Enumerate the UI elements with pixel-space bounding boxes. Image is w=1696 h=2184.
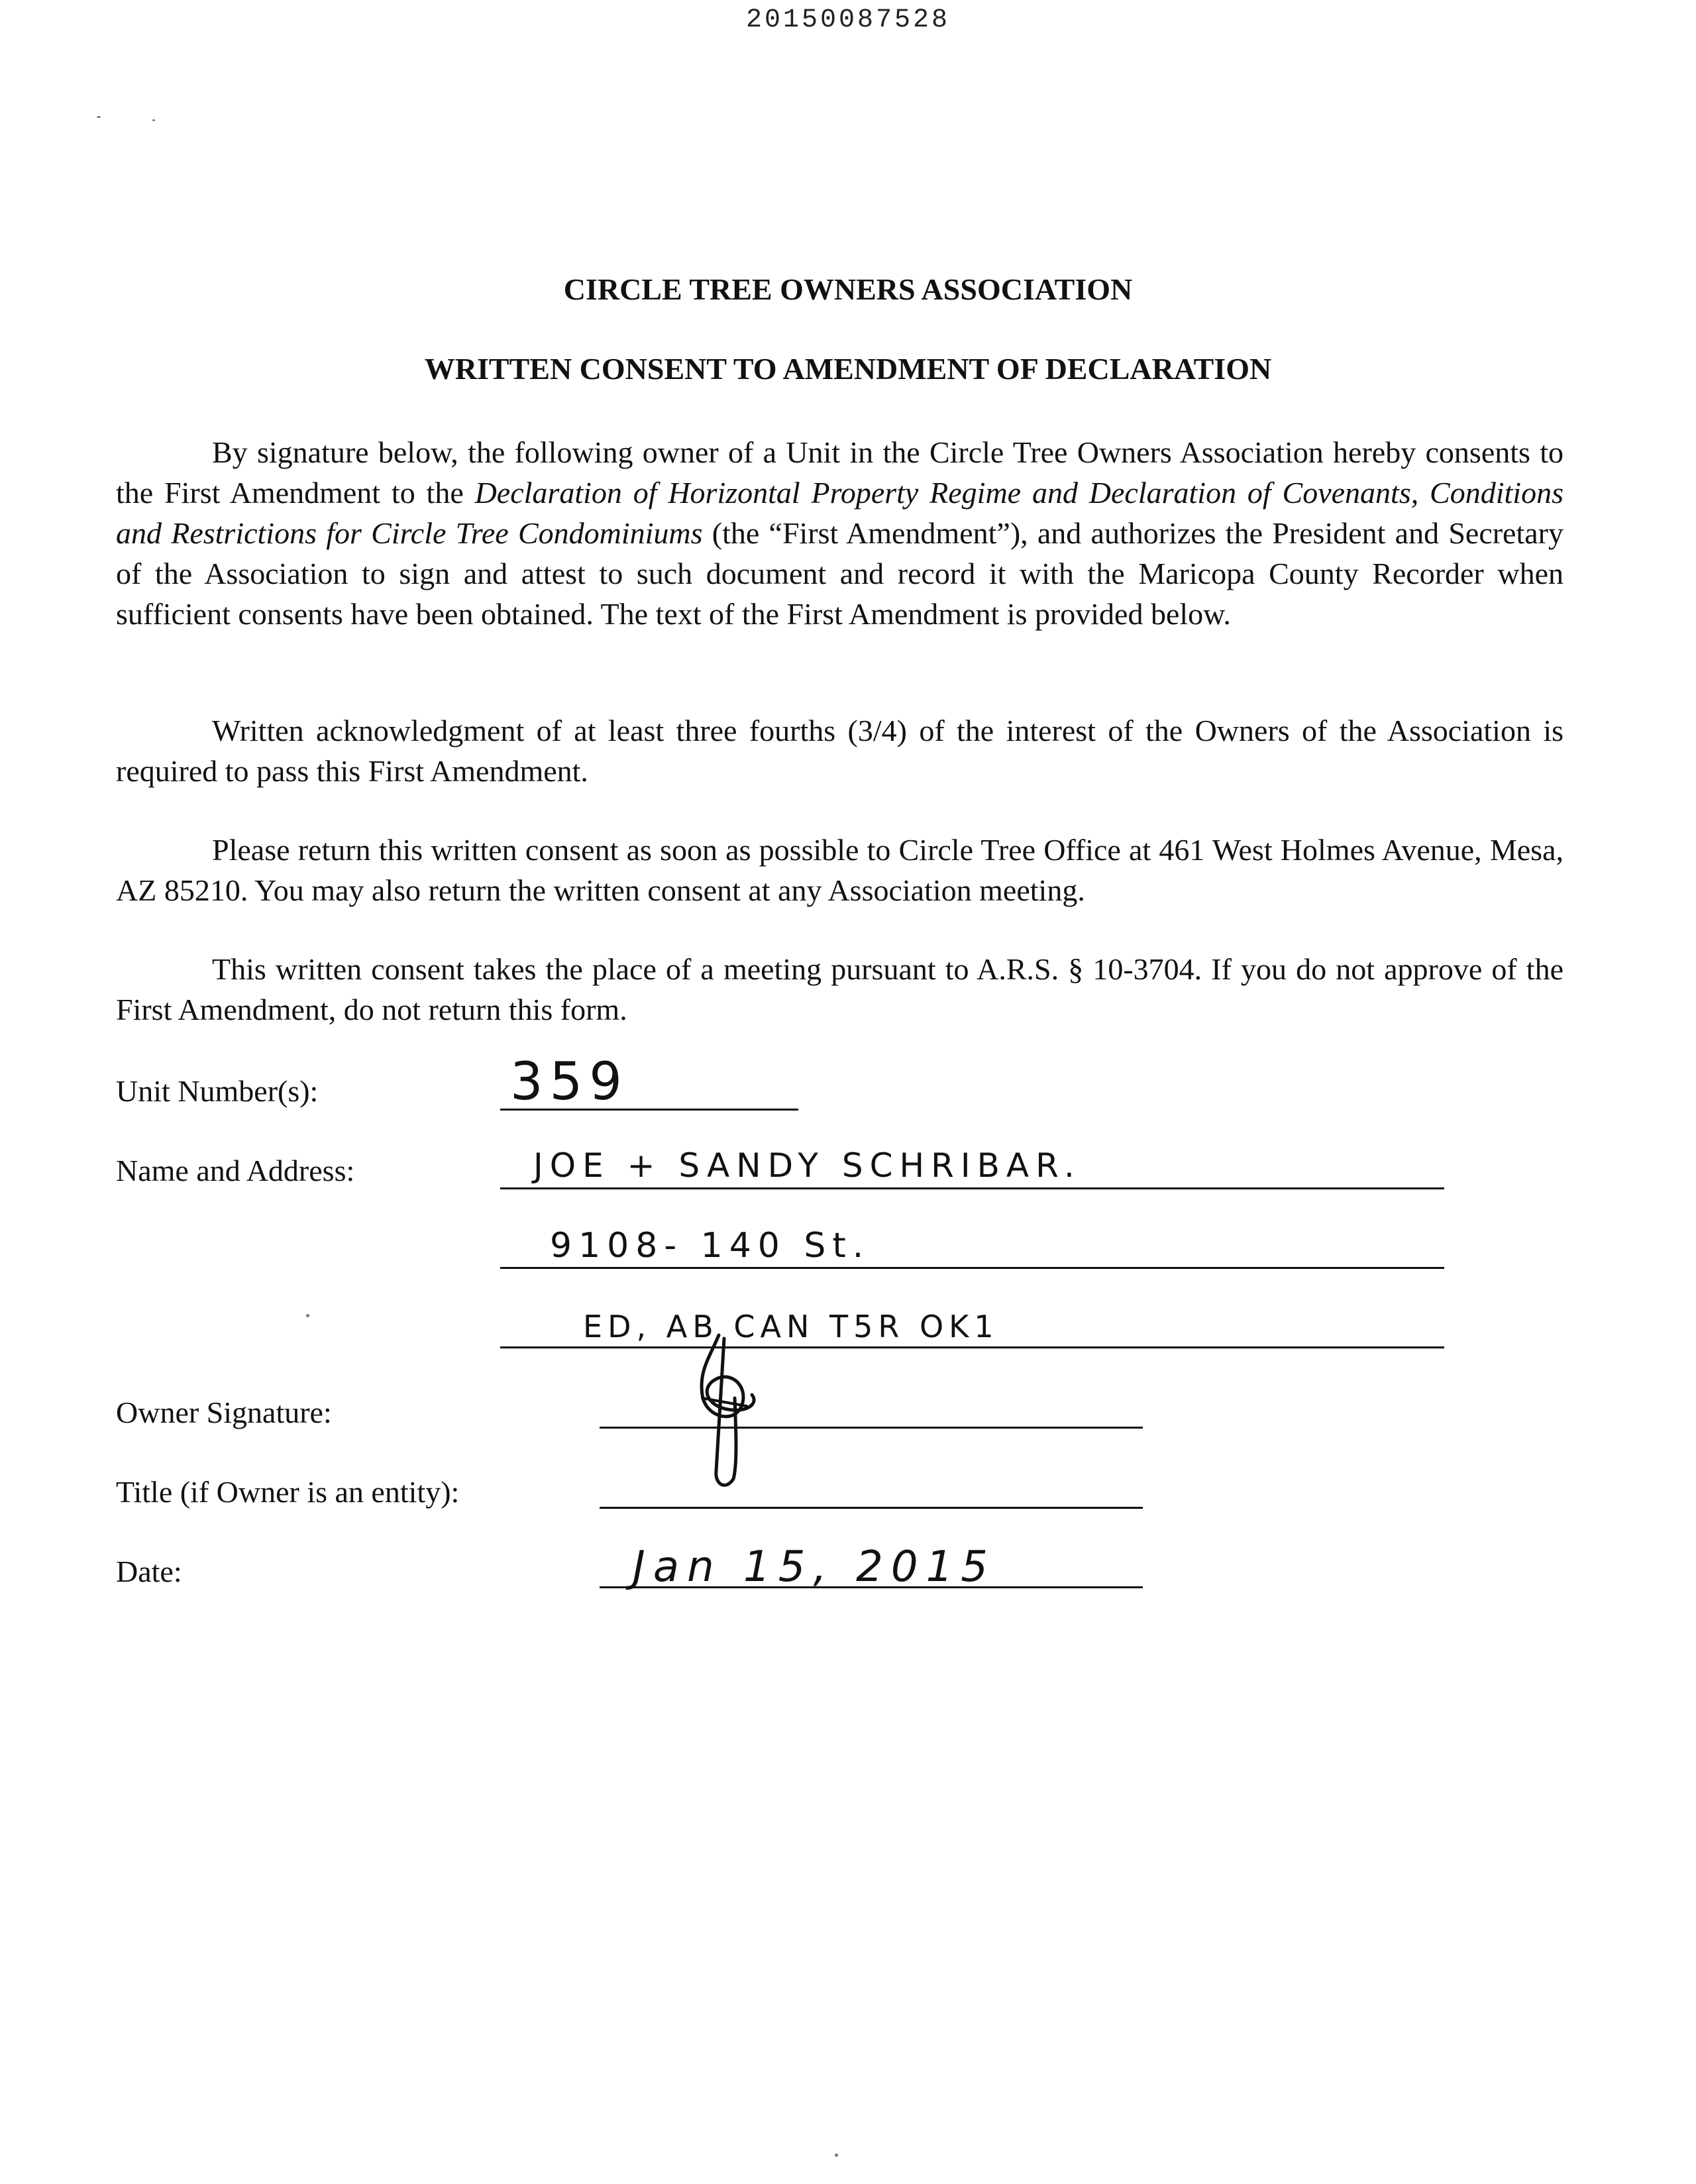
document-number: 20150087528 [745,5,951,35]
declaration-title: Declaration of Horizontal Property Regime and Declaration of Covenants, Conditions and Restrictions for Circle Tree Condominiums [116,476,1564,550]
name-value: JOE + SANDY SCHRIBAR. [533,1146,1081,1185]
unit-number-value: 359 [510,1052,629,1112]
scan-speck [835,2154,838,2157]
acknowledgment-paragraph: Written acknowledgment of at least three fourths (3/4) of the interest of the Owners of the Association is required to pass this First Amendment. [116,714,1564,788]
street-value: 9108- 140 St. [550,1226,871,1266]
date-label: Date: [116,1555,182,1588]
unit-number-label: Unit Number(s): [116,1074,319,1108]
title-line [600,1507,1143,1509]
street-line [500,1267,1444,1269]
city-value: ED, AB CAN T5R OK1 [583,1309,999,1344]
scan-speck [152,119,155,121]
name-line [500,1187,1444,1189]
date-value: Jan 15, 2015 [633,1543,996,1592]
scan-speck [306,1314,309,1317]
meeting-notice-paragraph: This written consent takes the place of a meeting pursuant to A.R.S. § 10-3704. If you do not approve of the First Amendment, do not return this form. [116,952,1564,1026]
document-title: CIRCLE TREE OWNERS ASSOCIATION [563,272,1133,306]
return-instructions-paragraph: Please return this written consent as soon as possible to Circle Tree Office at 461 West Holmes Avenue, Mesa, AZ 85210. You may also return the written consent at any Association meeting. [116,833,1564,907]
consent-paragraph: By signature below, the following owner of a Unit in the Circle Tree Owners Association hereby consents to the First Amendment to the Declaration of Horizontal Property Regime and Declaration of Covenants, Conditions and Restrictions for Circle Tree Condominiums (the “First Amendment”), and authorizes the President and Secretary of the Association to sign and attest to such document and record it with the Maricopa County Recorder when sufficient consents have been obtained. The text of the First Amendment is provided below. [116,435,1564,631]
name-address-label: Name and Address: [116,1154,355,1187]
owner-signature-label: Owner Signature: [116,1395,332,1429]
owner-signature-scribble [672,1332,772,1498]
scan-speck [97,116,101,118]
city-line [500,1346,1444,1348]
document-subtitle: WRITTEN CONSENT TO AMENDMENT OF DECLARATION [424,352,1272,386]
title-label: Title (if Owner is an entity): [116,1475,460,1509]
